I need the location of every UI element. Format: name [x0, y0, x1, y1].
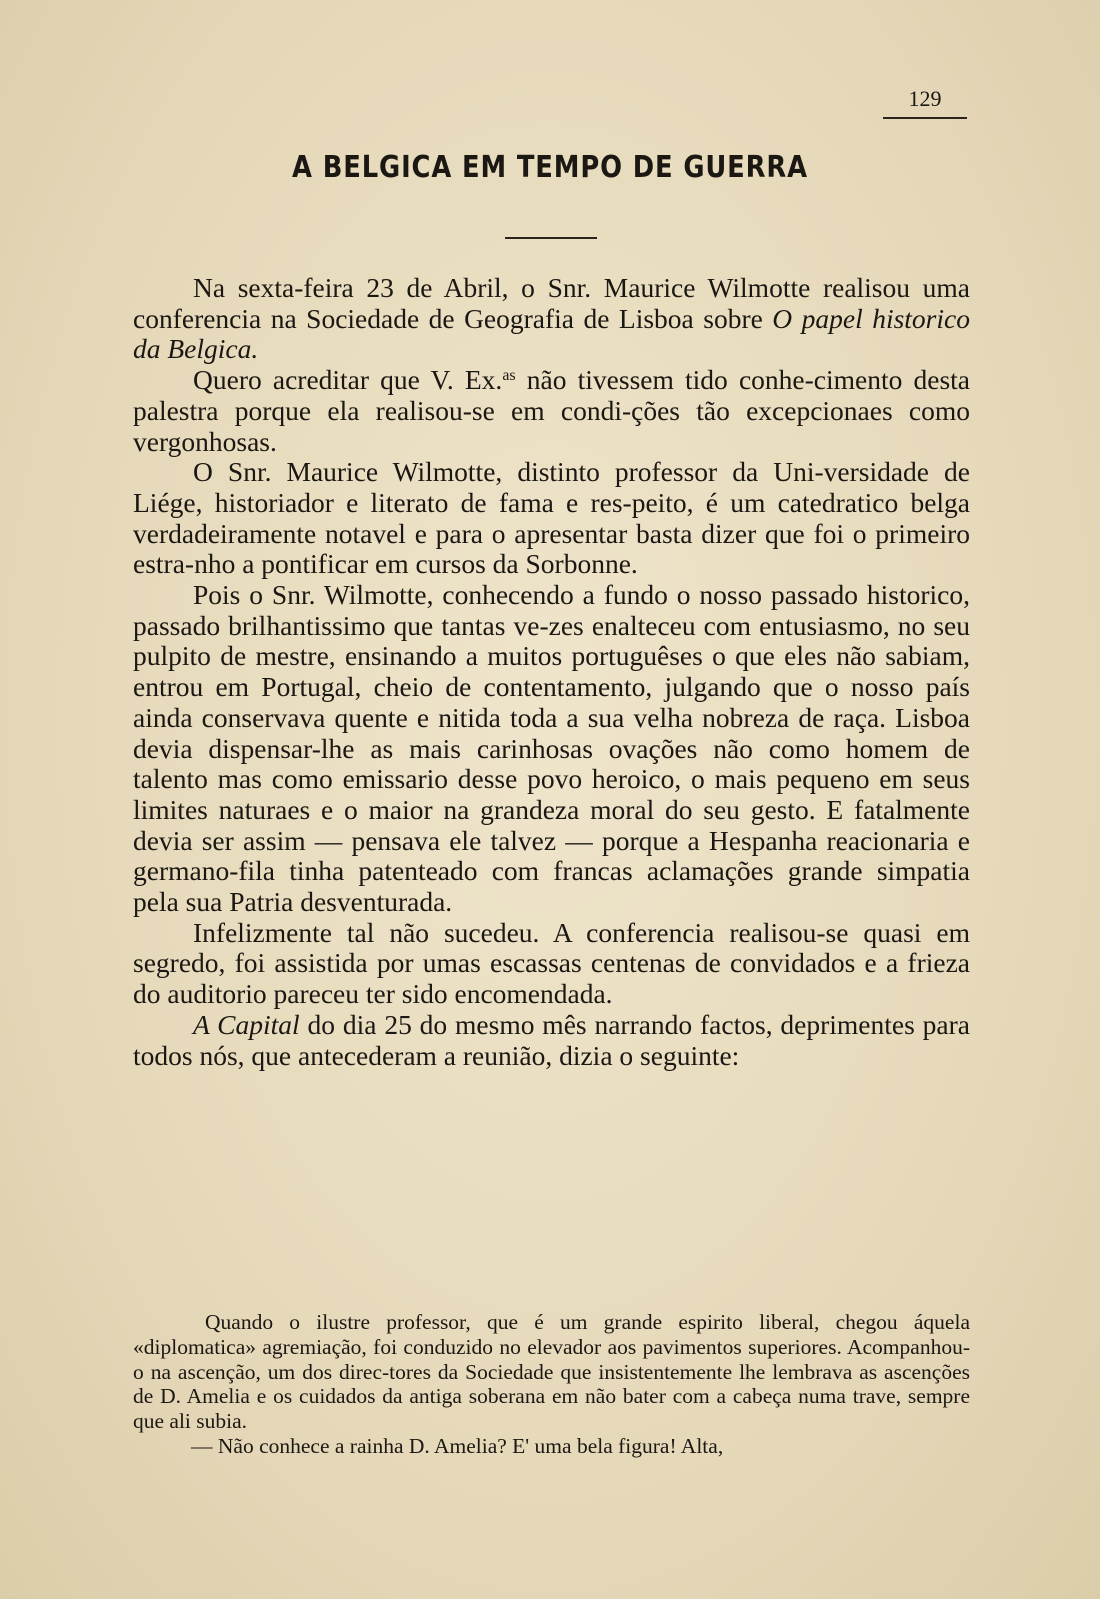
paragraph-2-text-a: Quero acreditar que V. Ex.: [193, 364, 503, 396]
paragraph-5: Infelizmente tal não sucedeu. A conferencia realisou-se quasi em segredo, foi assistida por umas escassas centenas de convidados e a frieza do auditorio pareceu ter sido encomendada.: [133, 916, 970, 1010]
paragraph-2: [133, 365, 970, 457]
paragraph-2-text-b: não tivessem tido conhe-cimento desta palestra porque ela realisou-se em condi-ções tão excepcionaes como vergonhosas.: [133, 364, 970, 457]
body-text: [133, 273, 970, 1071]
paragraph-1: [133, 273, 970, 365]
title-divider: [505, 237, 597, 239]
paragraph-6: [133, 1010, 970, 1071]
quote-paragraph-1: Quando o ilustre professor, que é um grande espirito liberal, chegou áquela «diplomatica» agremiação, foi conduzido no elevador aos pavimentos superiores. Acompanhou-o na ascenção, um dos direc-tores da Sociedade que insistentemente lhe lembrava as ascenções de D. Amelia e os cuidados da antiga soberana em não bater com a cabeça numa trave, sempre que ali subia.: [133, 1310, 970, 1434]
chapter-title: A BELGICA EM TEMPO DE GUERRA: [292, 150, 808, 185]
paragraph-4: Pois o Snr. Wilmotte, conhecendo a fundo o nosso passado historico, passado brilhantissimo que tantas ve-zes enalteceu com entusiasmo, no seu pulpito de mestre, ensinando a muitos portuguêses o que eles não sabiam, entrou em Portugal, cheio de contentamento, julgando que o nosso país ainda conservava quente e nitida toda a sua velha nobreza de raça. Lisboa devia dispensar-lhe as mais carinhosas ovações não como homem de talento mas como emissario desse povo heroico, o mais pequeno em seus limites naturaes e o maior na grandeza moral do seu gesto. E fatalmente devia ser assim — pensava ele talvez — porque a Hespanha reacionaria e germano-fila tinha patenteado com francas aclamações grande simpatia pela sua Patria desventurada.: [133, 579, 970, 918]
quote-paragraph-2: — Não conhece a rainha D. Amelia? E' uma bela figura! Alta,: [191, 1433, 724, 1458]
paragraph-1-text: Na sexta-feira 23 de Abril, o Snr. Maurice Wilmotte realisou uma conferencia na Sociedade de Geografia de Lisboa sobre: [133, 272, 970, 334]
paragraph-3: O Snr. Maurice Wilmotte, distinto professor da Uni-versidade de Liége, historiador e literato de fama e res-peito, é um catedratico belga verdadeiramente notavel e para o apresentar basta dizer que foi o primeiro estra-nho a pontificar em cursos da Sorbonne.: [133, 456, 970, 580]
page-number: 129: [883, 86, 967, 119]
lecture-title: O papel historico da Belgica.: [133, 302, 970, 365]
newspaper-name: A Capital: [193, 1008, 300, 1040]
superscript-as: as: [502, 367, 516, 385]
paragraph-6-text: do dia 25 do mesmo mês narrando factos, deprimentes para todos nós, que antecederam a reunião, dizia o seguinte:: [133, 1008, 970, 1071]
quoted-excerpt: [133, 1310, 970, 1459]
